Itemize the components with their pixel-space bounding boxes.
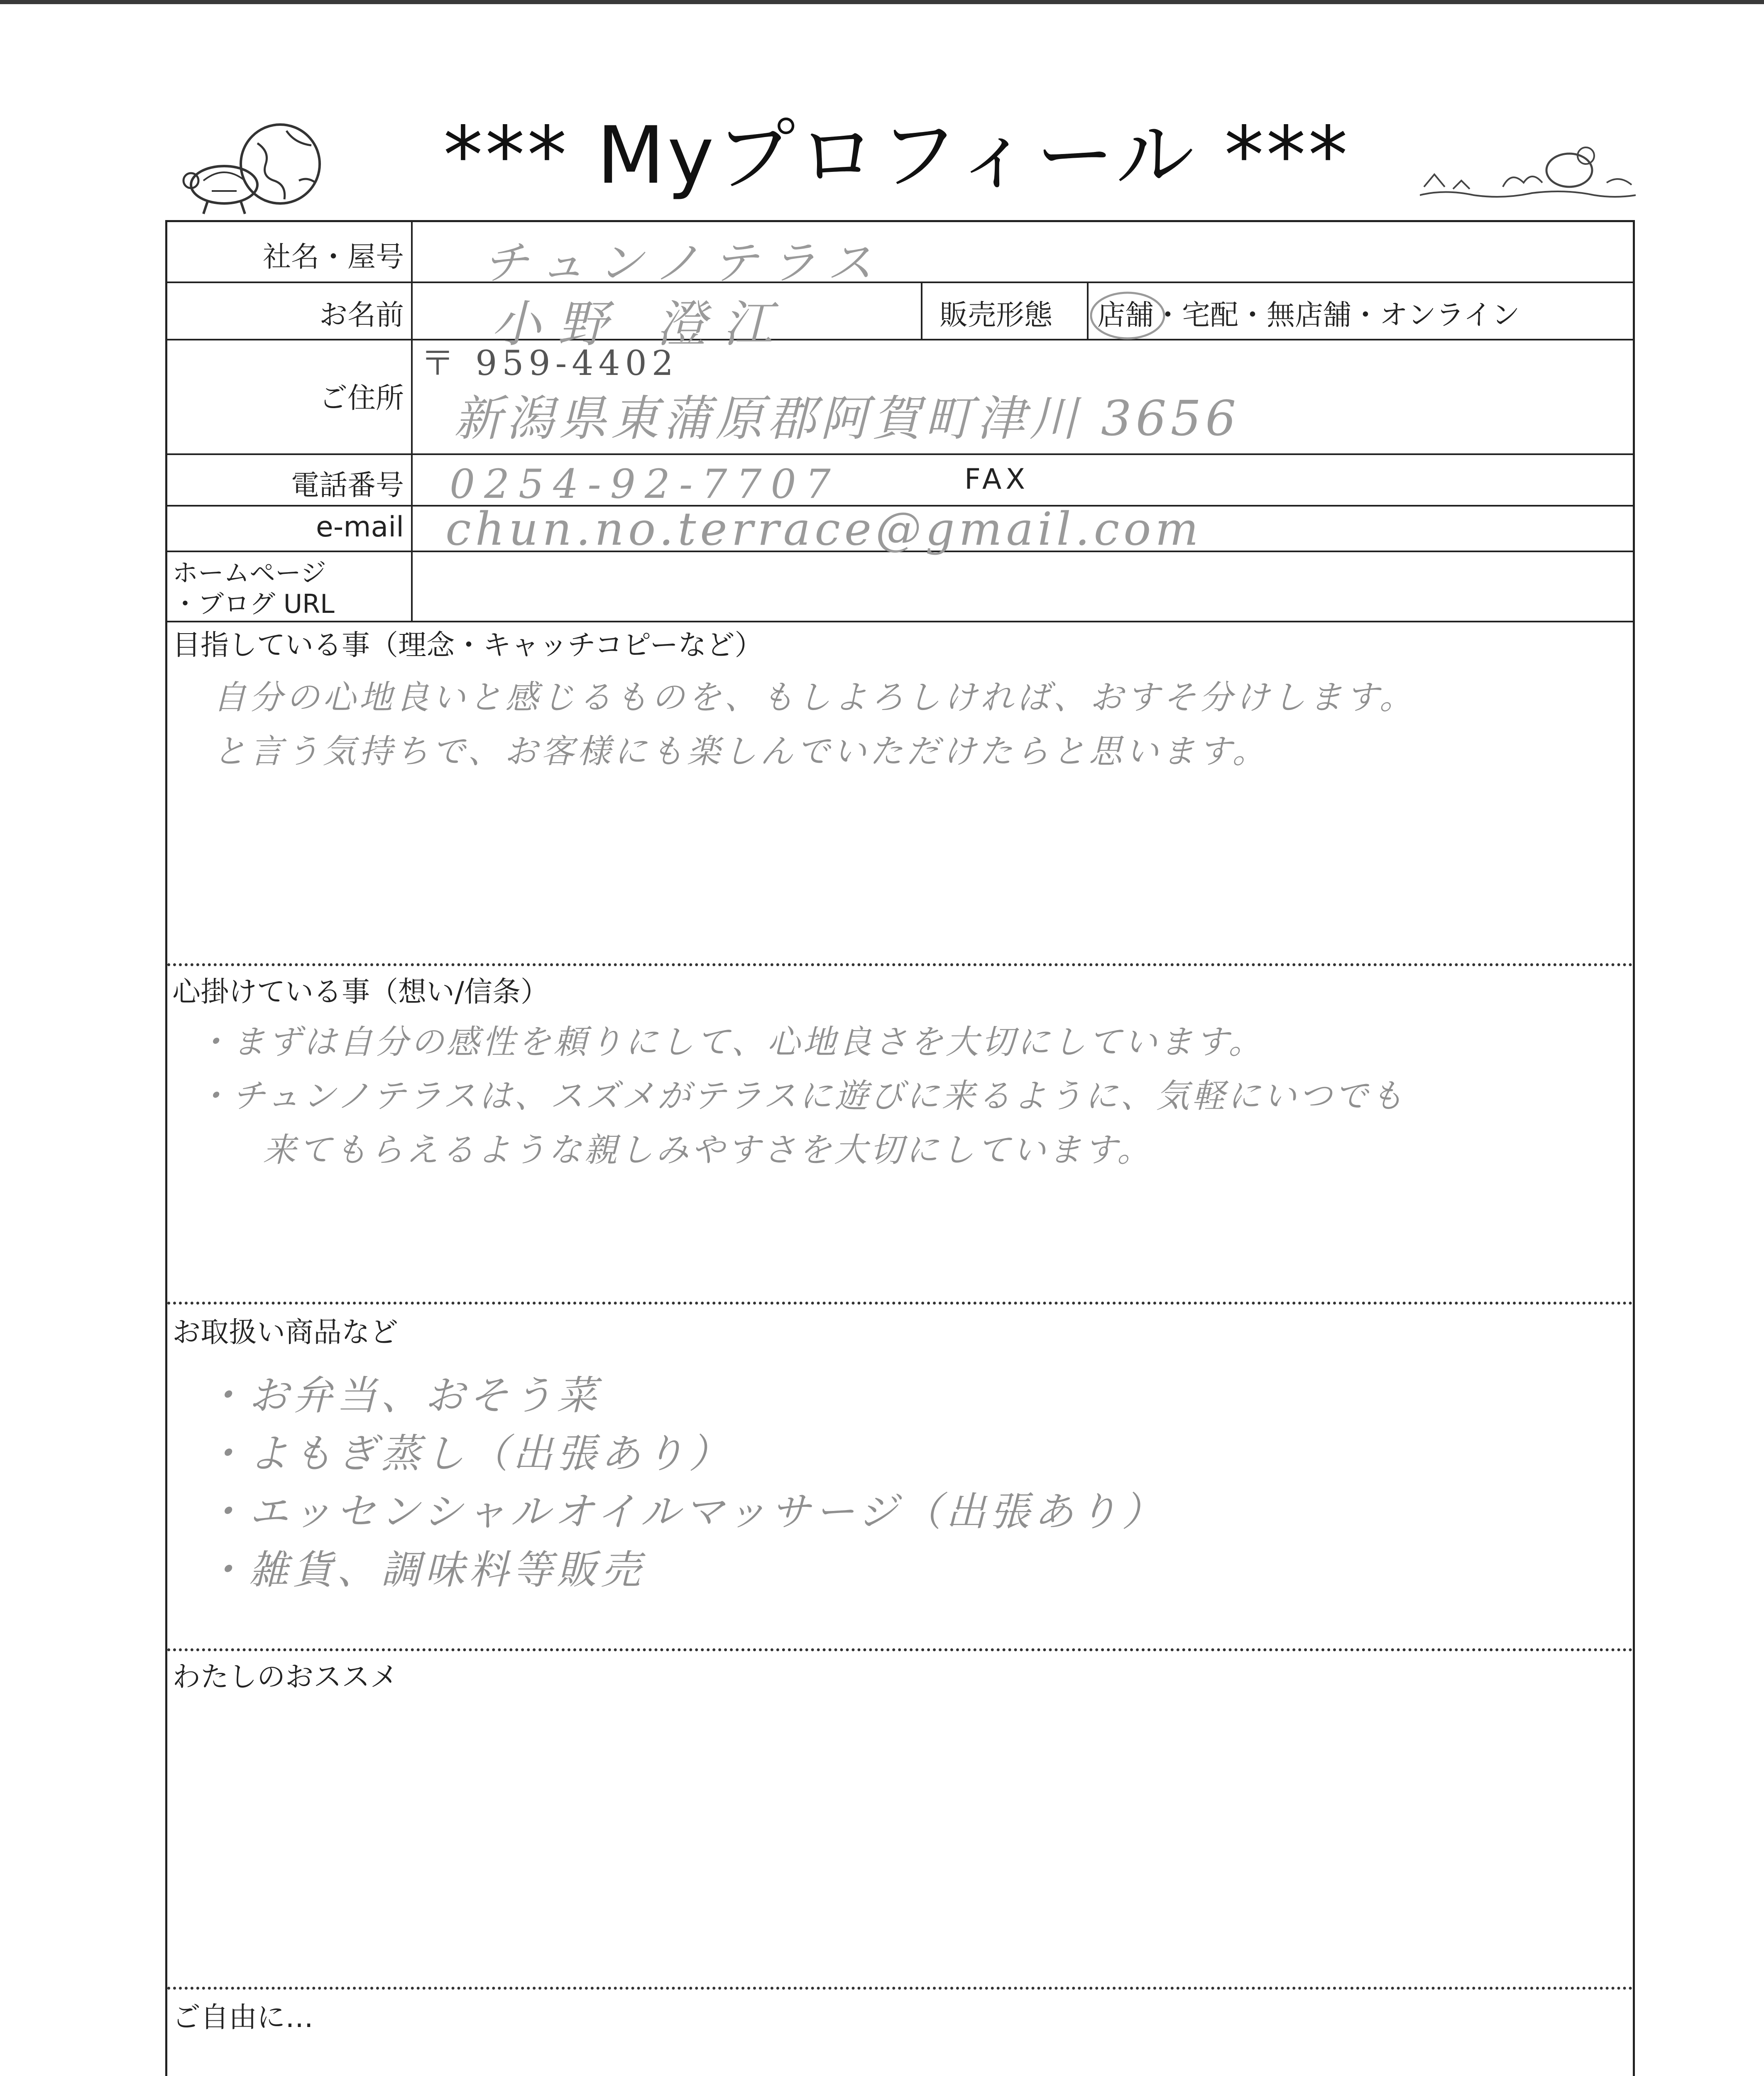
row-divider [167, 282, 1633, 283]
products-label: お取扱い商品など [172, 1316, 399, 1349]
mindset-line-3: 来てもらえるような親しみやすさを大切にしています。 [263, 1131, 1153, 1169]
section-divider [167, 1648, 1633, 1651]
section-divider [167, 1302, 1633, 1305]
company-value: チュンノテラス [483, 236, 885, 289]
row-divider [167, 453, 1633, 455]
row-divider [167, 621, 1633, 622]
company-label: 社名・屋号 [262, 241, 404, 274]
section-divider [167, 963, 1633, 966]
product-item-2: ・よもぎ蒸し（出張あり） [205, 1430, 733, 1477]
recommend-label: わたしのおススメ [172, 1661, 399, 1694]
top-edge-line [0, 0, 1764, 4]
label-column-divider [411, 222, 413, 621]
page-title: *** Myプロフィール *** [443, 110, 1351, 201]
section-divider [167, 1987, 1633, 1990]
product-item-3: ・エッセンシャルオイルマッサージ（出張あり） [205, 1488, 1166, 1535]
earth-turtle-illustration [179, 118, 328, 218]
selected-option-circle [1088, 289, 1167, 343]
product-item-4: ・雑貨、調味料等販売 [205, 1547, 645, 1593]
name-label: お名前 [319, 299, 404, 332]
goal-line-1: 自分の心地良いと感じるものを、もしよろしければ、おすそ分けします。 [213, 678, 1416, 717]
homepage-label-line2: ・ブログ URL [172, 589, 335, 619]
sales-type-label: 販売形態 [939, 299, 1053, 332]
mindset-label: 心掛けている事（想い/信条） [172, 976, 549, 1009]
cell-divider [921, 282, 922, 339]
free-label: ご自由に… [172, 2001, 314, 2034]
address-value: 新潟県東蒲原郡阿賀町津川 3656 [454, 391, 1240, 447]
phone-label: 電話番号 [291, 469, 404, 502]
postal-value: 〒 959-4402 [421, 344, 678, 383]
goal-label: 目指している事（理念・キャッチコピーなど） [172, 629, 763, 662]
email-value: chun.no.terrace@gmail.com [445, 502, 1203, 556]
fax-label: FAX [964, 463, 1029, 496]
phone-value: 0254-92-7707 [450, 461, 840, 507]
walking-animals-illustration [1420, 137, 1636, 203]
row-divider [167, 339, 1633, 340]
product-item-1: ・お弁当、おそう菜 [205, 1372, 601, 1419]
sales-type-options: 店舗・宅配・無店舗・オンライン [1097, 299, 1520, 332]
mindset-line-2: ・チュンノテラスは、スズメがテラスに遊びに来るように、気軽にいつでも [196, 1077, 1406, 1115]
goal-line-2: と言う気持ちで、お客様にも楽しんでいただけたらと思います。 [213, 732, 1269, 771]
profile-form [165, 220, 1635, 2076]
homepage-label-line1: ホームページ [172, 558, 326, 588]
name-value: 小野 澄江 [491, 296, 790, 353]
email-label: e-mail [316, 511, 404, 543]
address-label: ご住所 [319, 382, 404, 415]
mindset-line-1: ・まずは自分の感性を頼りにして、心地良さを大切にしています。 [196, 1023, 1264, 1061]
